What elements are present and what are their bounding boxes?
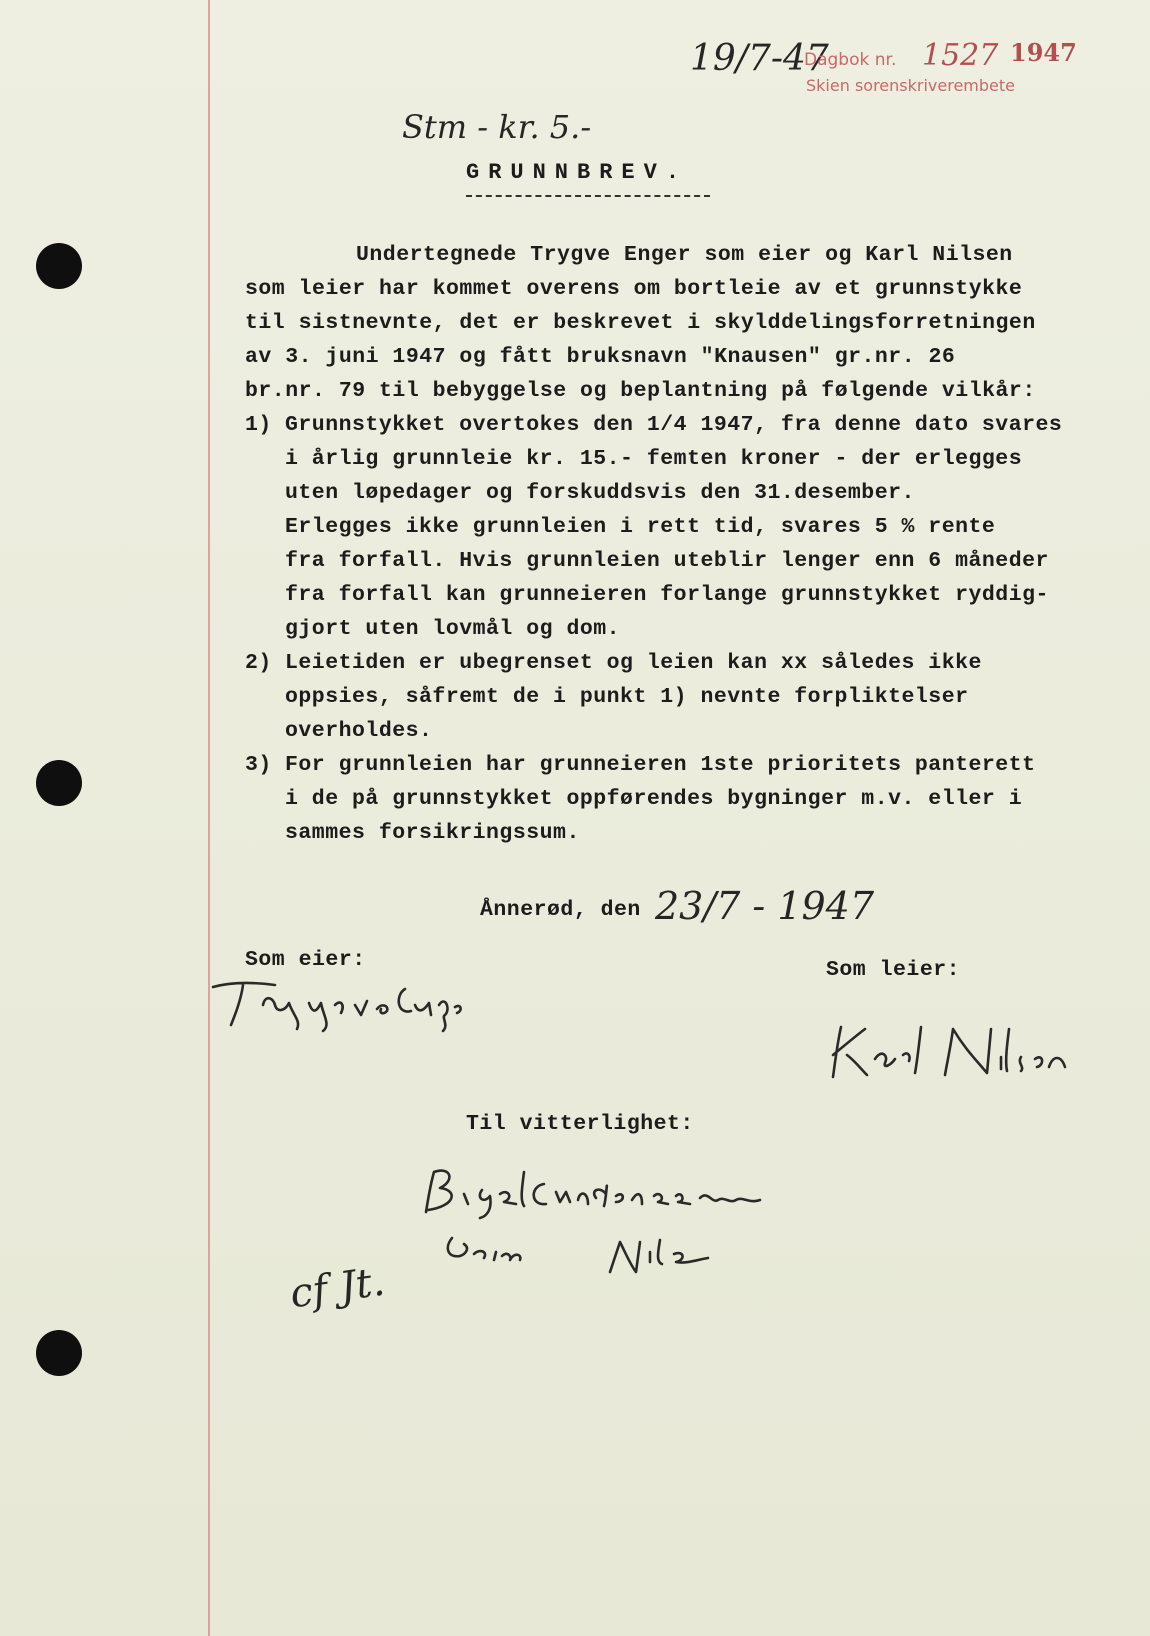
tenant-label: Som leier:: [826, 958, 961, 982]
clause-number: 1): [245, 413, 272, 437]
intro-line: til sistnevnte, det er beskrevet i skylddelingsforretningen: [245, 311, 1036, 335]
place-date-label: Ånnerød, den: [480, 898, 641, 922]
margin-note: cf Jt.: [287, 1258, 388, 1318]
clause-number: 3): [245, 753, 272, 777]
clause-line: Leietiden er ubegrenset og leien kan xx således ikke: [285, 651, 982, 675]
intro-line: av 3. juni 1947 og fått bruksnavn "Knausen" gr.nr. 26: [245, 345, 956, 369]
clause-line: gjort uten lovmål og dom.: [285, 617, 621, 641]
clause-number: 2): [245, 651, 272, 675]
fee-note: Stm - kr. 5.-: [402, 108, 592, 146]
clause-line: fra forfall kan grunneieren forlange grunnstykket ryddig-: [285, 583, 1049, 607]
title-underline: [466, 195, 710, 197]
clause-line: Erlegges ikke grunnleien i rett tid, svares 5 % rente: [285, 515, 996, 539]
punch-hole: [36, 243, 82, 289]
clause-line: overholdes.: [285, 719, 433, 743]
stamp-office: Skien sorenskriverembete: [806, 76, 1015, 95]
document-title: GRUNNBREV.: [466, 160, 689, 185]
witness-signature: [420, 1160, 800, 1220]
witness-signature: [430, 1228, 750, 1278]
intro-line: som leier har kommet overens om bortleie av et grunnstykke: [245, 277, 1023, 301]
intro-line: br.nr. 79 til bebyggelse og beplantning på følgende vilkår:: [245, 379, 1036, 403]
owner-signature: [205, 975, 465, 1035]
clause-line: i årlig grunnleie kr. 15.- femten kroner - der erlegges: [285, 447, 1023, 471]
clause-line: uten løpedager og forskuddsvis den 31.desember.: [285, 481, 915, 505]
witness-label: Til vitterlighet:: [466, 1112, 694, 1136]
handwritten-signing-date: 23/7 - 1947: [655, 884, 875, 928]
clause-line: i de på grunnstykket oppførendes bygninger m.v. eller i: [285, 787, 1023, 811]
clause-line: For grunnleien har grunneieren 1ste prioritets panterett: [285, 753, 1036, 777]
margin-line: [208, 0, 210, 1636]
stamp-number: 1527: [922, 38, 999, 73]
handwritten-date: 19/7-47: [690, 38, 829, 79]
clause-line: fra forfall. Hvis grunnleien uteblir lenger enn 6 måneder: [285, 549, 1049, 573]
stamp-label: Dagbok nr.: [804, 50, 897, 70]
clause-line: Grunnstykket overtokes den 1/4 1947, fra denne dato svares: [285, 413, 1063, 437]
clause-line: oppsies, såfremt de i punkt 1) nevnte forpliktelser: [285, 685, 969, 709]
punch-hole: [36, 1330, 82, 1376]
clause-line: sammes forsikringssum.: [285, 821, 580, 845]
tenant-signature: [825, 1015, 1075, 1085]
stamp-year: 1947: [1010, 38, 1077, 67]
intro-line: Undertegnede Trygve Enger som eier og Karl Nilsen: [356, 243, 1013, 267]
owner-label: Som eier:: [245, 948, 366, 972]
punch-hole: [36, 760, 82, 806]
